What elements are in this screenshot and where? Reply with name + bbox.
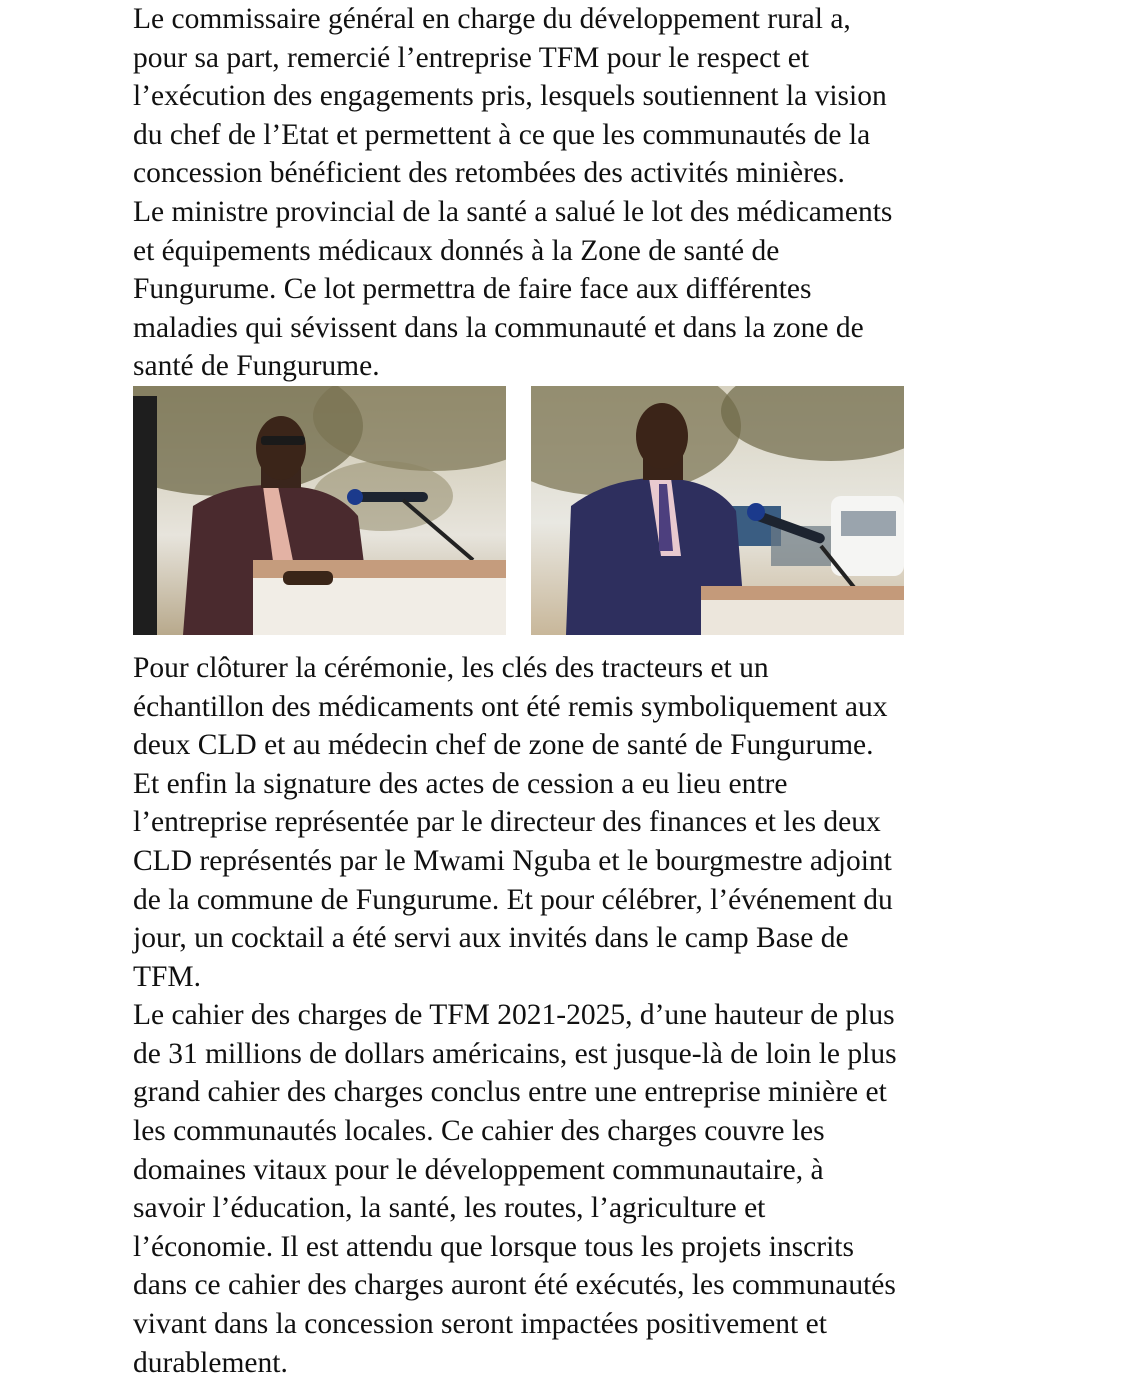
text-line: jour, un cocktail a été servi aux invités dans le camp Base de	[133, 922, 849, 955]
text-line: Pour clôturer la cérémonie, les clés des tracteurs et un	[133, 651, 769, 684]
speaker-photo-left-image	[133, 386, 506, 635]
text-line: savoir l’éducation, la santé, les routes, l’agriculture et	[133, 1192, 766, 1225]
text-line: du chef de l’Etat et permettent à ce que les communautés de la	[133, 118, 871, 151]
text-line: pour sa part, remercié l’entreprise TFM pour le respect et	[133, 41, 810, 74]
text-line: concession bénéficient des retombées des activités minières.	[133, 157, 845, 190]
text-line: domaines vitaux pour le développement communautaire, à	[133, 1153, 824, 1186]
text-line: deux CLD et au médecin chef de zone de santé de Fungurume.	[133, 729, 874, 762]
speaker-photo-left	[133, 386, 506, 635]
text-line: les communautés locales. Ce cahier des charges couvre les	[133, 1115, 825, 1148]
text-line: Le ministre provincial de la santé a salué le lot des médicaments	[133, 195, 893, 228]
paragraph-ceremonie	[133, 649, 1003, 996]
text-line: CLD représentés par le Mwami Nguba et le bourgmestre adjoint	[133, 844, 892, 877]
text-line: vivant dans la concession seront impactées positivement et	[133, 1308, 827, 1341]
text-line: TFM.	[133, 960, 202, 993]
text-line: santé de Fungurume.	[133, 350, 380, 383]
article-body	[133, 0, 1003, 1382]
text-line: grand cahier des charges conclus entre une entreprise minière et	[133, 1076, 887, 1109]
text-line: et équipements médicaux donnés à la Zone de santé de	[133, 234, 780, 267]
text-line: l’entreprise représentée par le directeur des finances et les deux	[133, 806, 881, 839]
text-line: de 31 millions de dollars américains, est jusque-là de loin le plus	[133, 1037, 897, 1070]
photo-row	[133, 386, 1003, 635]
paragraph-cahier-des-charges	[133, 996, 1003, 1382]
text-line: de la commune de Fungurume. Et pour célébrer, l’événement du	[133, 883, 893, 916]
text-line: l’exécution des engagements pris, lesquels soutiennent la vision	[133, 80, 887, 113]
text-line: dans ce cahier des charges auront été exécutés, les communautés	[133, 1269, 896, 1302]
text-line: durablement.	[133, 1346, 288, 1379]
text-line: Et enfin la signature des actes de cession a eu lieu entre	[133, 767, 788, 800]
text-line: échantillon des médicaments ont été remis symboliquement aux	[133, 690, 888, 723]
text-line: Le commissaire général en charge du développement rural a,	[133, 3, 851, 35]
text-line: maladies qui sévissent dans la communauté et dans la zone de	[133, 311, 864, 344]
speaker-photo-right-image	[531, 386, 904, 635]
paragraph-commissaire	[133, 0, 1003, 193]
text-line: l’économie. Il est attendu que lorsque tous les projets inscrits	[133, 1230, 854, 1263]
text-line: Fungurume. Ce lot permettra de faire face aux différentes	[133, 273, 812, 306]
text-line: Le cahier des charges de TFM 2021-2025, d’une hauteur de plus	[133, 999, 895, 1032]
paragraph-ministre	[133, 193, 1003, 386]
speaker-photo-right	[531, 386, 904, 635]
